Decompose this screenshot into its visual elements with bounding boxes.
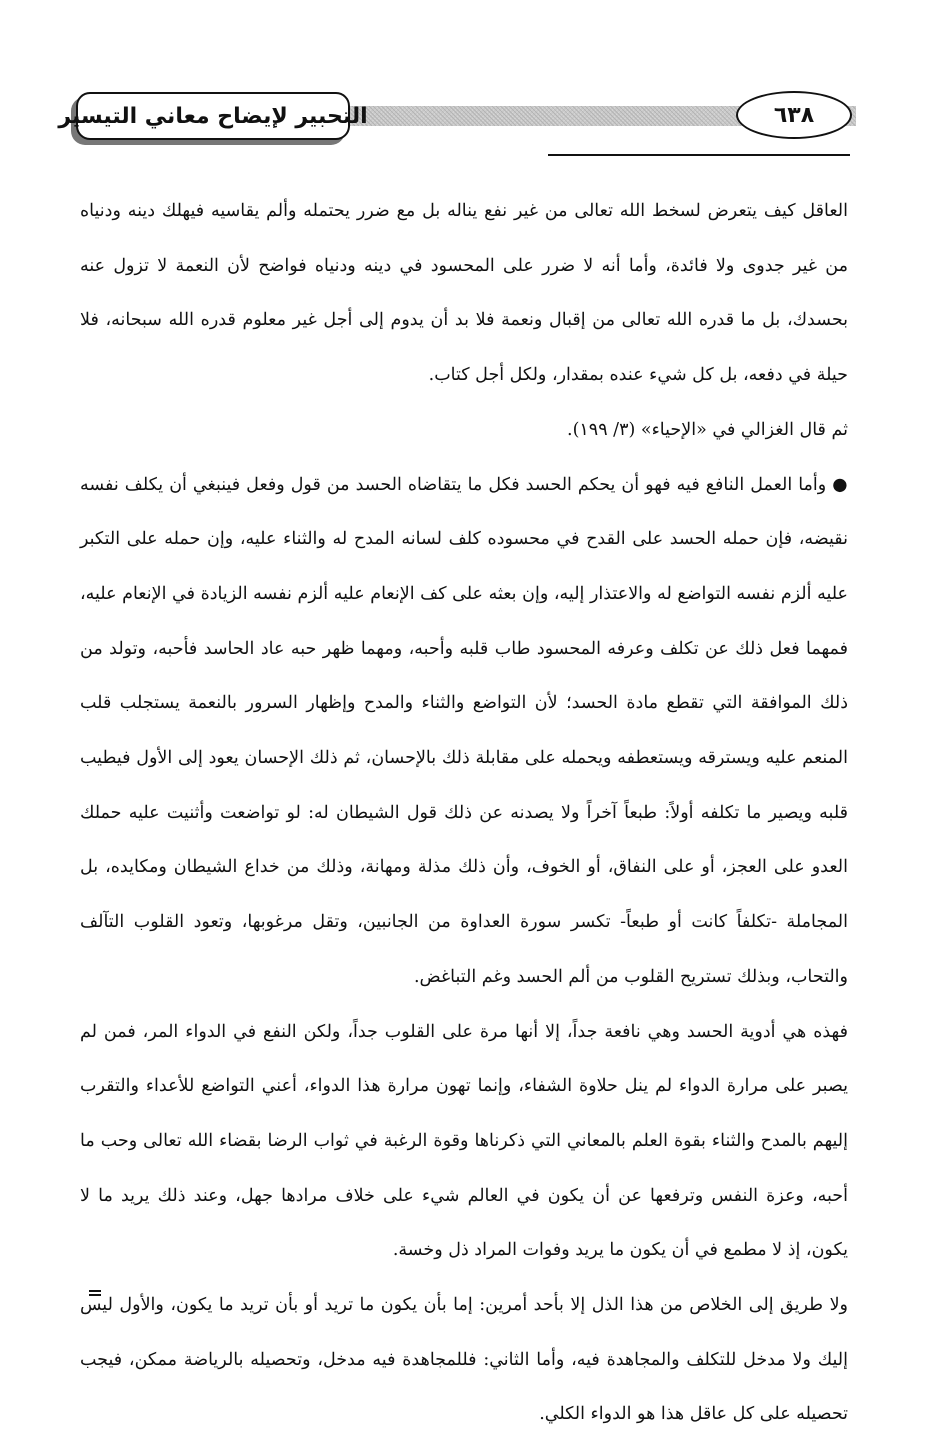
book-title-box: [58, 92, 368, 140]
bullet-icon: ●: [832, 474, 848, 495]
running-header: [58, 88, 852, 144]
paragraph-2: ثم قال الغزالي في «الإحياء» (٣/ ١٩٩).: [567, 419, 848, 440]
page-number: ٦٣٨: [773, 102, 815, 128]
book-title: التحبير لإيضاح معاني التيسير: [58, 103, 368, 129]
page-number-oval: [736, 91, 852, 139]
paragraph-3: [80, 458, 848, 1005]
paragraph-5: ولا طريق إلى الخلاص من هذا الذل إلا بأحد أمرين: إما بأن يكون ما تريد أو بأن تريد ما يكون، والأول ليس إليك ولا مدخل للتكلف والمجاهدة فيه، وأما الثاني: فللمجاهدة فيه مدخل، وتحصيله بالرياضة ممكن، فيجب تحصيله على كل عاقل هذا هو الدواء الكلي.: [80, 1295, 848, 1425]
footer-separator-mark: [89, 1290, 101, 1296]
page-body: [80, 184, 848, 1442]
paragraph-3-text: وأما العمل النافع فيه فهو أن يحكم الحسد فكل ما يتقاضاه الحسد من قول وفعل فينبغي أن يكلف نفسه نقيضه، فإن حمله الحسد على القدح في محسوده كلف لسانه المدح له والثناء عليه، وإن حمله على التكبر عليه ألزم نفسه التواضع له والاعتذار إليه، وإن بعثه على كف الإنعام عليه ألزم نفسه الزيادة في الإنعام عليه، فمهما فعل ذلك عن تكلف وعرفه المحسود طاب قلبه وأحبه، ومهما ظهر حبه عاد الحاسد فأحبه، وتولد من ذلك الموافقة التي تقطع مادة الحسد؛ لأن التواضع والثناء والمدح وإظهار السرور بالنعمة يستجلب قلب المنعم عليه ويسترقه ويستعطفه ويحمله على مقابلة ذلك بالإحسان، ثم ذلك الإحسان يعود إلى الأول فيطيب قلبه ويصير ما تكلفه أولاً: طبعاً آخراً ولا يصدنه عن ذلك قول الشيطان له: لو تواضعت وأثنيت عليه حملك العدو على العجز، أو على النفاق، أو الخوف، وأن ذلك مذلة ومهانة، وذلك من خداع الشيطان ومكايده، بل المجاملة -تكلفاً كانت أو طبعاً- تكسر سورة العداوة من الجانبين، وتقل مرغوبها، وتعود القلوب التآلف والتحاب، وبذلك تستريح القلوب من ألم الحسد وغم التباغض.: [80, 474, 848, 987]
header-rule: [548, 154, 850, 156]
paragraph-4: فهذه هي أدوية الحسد وهي نافعة جداً، إلا أنها مرة على القلوب جداً، ولكن النفع في الدواء المر، فمن لم يصبر على مرارة الدواء لم ينل حلاوة الشفاء، وإنما تهون مرارة هذا الدواء، أعني التواضع للأعداء والتقرب إليهم بالمدح والثناء بقوة العلم بالمعاني التي ذكرناها وقوة الرغبة في ثواب الرضا بقضاء الله تعالى وحب ما أحبه، وعزة النفس وترفعها عن أن يكون في العالم شيء على خلاف مرادها جهل، وعند ذلك يريد ما لا يكون، إذ لا مطمع في أن يكون ما يريد وفوات المراد ذل وخسة.: [80, 1021, 848, 1261]
paragraph-1: العاقل كيف يتعرض لسخط الله تعالى من غير نفع يناله بل مع ضرر يحتمله وألم يقاسيه فيهلك دينه ودنياه من غير جدوى ولا فائدة، وأما أنه لا ضرر على المحسود في دينه ودنياه فواضح لأن النعمة لا تزول عنه بحسدك، بل ما قدره الله تعالى من إقبال ونعمة فلا بد أن يدوم إلى أجل غير معلوم قدره الله سبحانه، فلا حيلة في دفعه، بل كل شيء عنده بمقدار، ولكل أجل كتاب.: [80, 201, 848, 386]
